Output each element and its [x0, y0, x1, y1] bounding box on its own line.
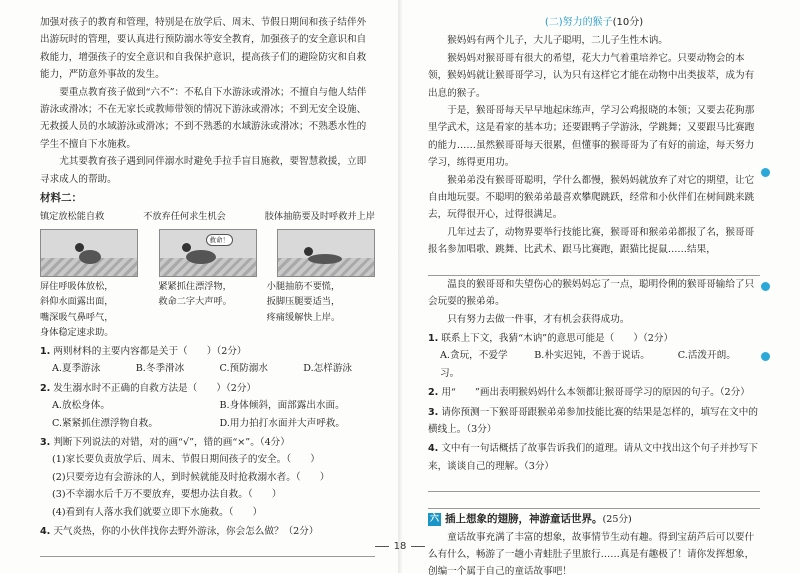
question-number: 4. — [428, 443, 439, 455]
option[interactable]: B.身体倾斜，面部露出水面。 — [219, 400, 345, 412]
margin-dot — [761, 168, 770, 177]
question-text: 两则材料的主要内容都是关于（ ）（2分） — [53, 345, 247, 357]
question-text: 联系上下文，我猜“木讷”的意思可能是（ ）（2分） — [441, 332, 674, 344]
illustration-captions — [40, 279, 375, 341]
question-1 — [428, 330, 760, 382]
caption-block — [148, 279, 266, 341]
caption-line: 身体稳定速求助。 — [40, 327, 114, 339]
question-text: 请你预测一下猴哥哥跟猴弟弟参加技能比赛的结果是怎样的，填写在文中的横线上。（3分） — [428, 406, 758, 435]
section-score: (25分) — [602, 514, 632, 526]
question-number: 1. — [428, 332, 439, 344]
options — [40, 360, 375, 377]
margin-dot — [761, 352, 770, 361]
question-text: 天气炎热，你的小伙伴找你去野外游泳，你会怎么做？（2分） — [53, 525, 319, 537]
page-number: 18 — [0, 541, 800, 552]
left-page — [40, 14, 375, 557]
option[interactable]: B.冬季滑冰 — [135, 363, 185, 375]
question-number: 2. — [428, 387, 439, 399]
caption-line: 嘴深吸气鼻呼气， — [40, 311, 114, 323]
margin-dot — [761, 282, 770, 291]
judgement-item[interactable]: (2)只要旁边有会游泳的人，到时候就能及时抢救溺水者。（ ） — [52, 471, 330, 483]
right-page — [428, 14, 760, 581]
question-text: 文中有一句话概括了故事告诉我们的道理。请从文中找出这个句子并抄写下来，谈谈自己的理解。（3分） — [428, 443, 758, 472]
passage-paragraph: 猴弟弟没有猴哥哥聪明，学什么都慢，猴妈妈就放弃了对它的期望，让它自由地玩耍。不聪明的猴弟弟最喜欢攀爬跳跃，经常和小伙伴们在树间跳来跳去，玩得很开心，过得很满足。 — [428, 174, 755, 221]
question-text: 发生溺水时不正确的自救方法是（ ）（2分） — [53, 382, 257, 394]
option[interactable]: D.怎样游泳 — [303, 363, 353, 375]
option[interactable]: B.朴实迟钝，不善于说话。 — [534, 350, 650, 362]
illustration-label: 镇定放松能自救 — [40, 211, 105, 223]
question-number: 3. — [428, 406, 439, 418]
section-instruction: 童话故事充满了丰富的想象，故事情节生动有趣。得到宝葫芦后可以要什么有什么，畅游了一趟小青蛙肚子里旅行……真是有趣极了！请你发挥想象，创编一个属于自己的童话故事吧！ — [428, 531, 755, 578]
material-two-heading: 材料二： — [40, 192, 82, 205]
paragraph: 要重点教育孩子做到“六不”：不私自下水游泳或滑冰；不擅自与他人结伴游泳或滑冰；不在无家长或教师带领的情况下游泳或滑冰；不到无安全设施、无救援人员的水域游泳或滑冰；不到不熟悉的水域游泳或滑冰；不熟悉水性的学生不擅自下水施救。 — [40, 86, 367, 150]
section-badge: 六 — [429, 514, 439, 525]
grab-float-illustration — [159, 229, 257, 277]
passage-paragraph: 几年过去了，动物界要举行技能比赛，猴哥哥和猴弟弟都报了名，猴哥哥报名参加唱歌、跳舞、比武术、跟马比赛跑，跟猫比捉鼠……结果， — [428, 226, 755, 256]
option[interactable]: C.活泼开朗。 — [677, 350, 736, 362]
caption-line: 疼痛缓解快上岸。 — [266, 311, 341, 323]
paragraph: 加强对孩子的教育和管理，特别是在放学后、周末、节假日期间和孩子结伴外出游玩时的管理，要认真进行预防溺水等安全教育，加强孩子的安全意识和自救能力，增强孩子的安全意识和自我保护意识，提高孩子们的避险防灾和自救能力，严防意外事故的发生。 — [40, 17, 367, 81]
illustrations — [40, 229, 375, 277]
caption-line: 屏住呼吸体放松， — [40, 280, 114, 292]
caption-block — [40, 279, 148, 341]
option[interactable]: A.夏季游泳 — [52, 363, 101, 375]
question-text: 判断下列说法的对错，对的画“√”，错的画“×”。（4分） — [53, 436, 290, 448]
option[interactable]: A.贪玩，不爱学习。 — [440, 350, 508, 379]
option[interactable]: A.放松身体。 — [52, 400, 110, 412]
section-six-heading — [428, 511, 760, 528]
page-gutter — [398, 0, 402, 573]
passage-title — [428, 14, 760, 31]
passage-paragraph: 只有努力去做一件事，才有机会获得成功。 — [447, 313, 630, 325]
answer-line[interactable] — [428, 475, 760, 492]
judgement-item[interactable]: (3)不幸溺水后千万不要放弃，要想办法自救。（ ） — [52, 489, 282, 501]
question-number: 2. — [40, 382, 51, 394]
paragraph: 尤其要教育孩子遇到同伴溺水时避免手拉手盲目施救，要智慧救援，立即寻求成人的帮助。 — [40, 156, 367, 185]
question-1 — [40, 343, 375, 378]
question-number: 1. — [40, 345, 51, 357]
judgement-item[interactable]: (1)家长要负责放学后、周末、节假日期间孩子的安全。（ ） — [52, 454, 320, 466]
passage-paragraph: 猴妈妈对猴哥哥有很大的希望，花大力气着重培养它。只要动物会的本领，猴妈妈就让猴哥哥学习，认为只有这样它才能在动物中出类拔萃，成为有出息的猴子。 — [428, 52, 755, 99]
passage-title-text: (二)努力的猴子 — [544, 17, 613, 28]
options — [40, 397, 375, 414]
cramp-illustration — [277, 229, 375, 277]
options — [40, 415, 375, 432]
caption-line: 小腿抽筋不要慌， — [266, 280, 341, 292]
question-number: 3. — [40, 436, 51, 448]
options — [428, 347, 760, 382]
passage-paragraph: 猴妈妈有两个儿子，大儿子聪明，二儿子生性木讷。 — [447, 35, 668, 47]
option[interactable]: C.预防溺水 — [219, 363, 268, 375]
section-title: 插上想象的翅膀，神游童话世界。 — [445, 513, 603, 526]
speech-bubble: 救命！ — [206, 234, 234, 246]
question-number: 4. — [40, 525, 51, 537]
question-3 — [428, 404, 760, 439]
judgement-item[interactable]: (4)看到有人落水我们就要立即下水施救。（ ） — [52, 506, 263, 518]
caption-block — [267, 279, 375, 341]
passage-paragraph: 温良的猴哥哥和失望伤心的猴妈妈忘了一点，聪明伶俐的猴哥哥输给了只会玩耍的猴弟弟。 — [428, 278, 755, 308]
illustration-label: 肢体抽筋要及时呼救并上岸 — [264, 211, 375, 223]
float-illustration — [40, 229, 138, 277]
illustration-label: 不放弃任何求生机会 — [143, 211, 226, 223]
caption-line: 扳脚压腿要适当， — [266, 296, 341, 308]
illustration-labels — [40, 208, 375, 225]
caption-line: 斜仰水面露出面， — [40, 296, 114, 308]
answer-line[interactable] — [428, 492, 760, 509]
question-3 — [40, 434, 375, 521]
question-text: 用“ ”画出表明猴妈妈什么本领都让猴哥哥学习的原因的句子。（2分） — [441, 387, 750, 399]
passage-score: (10分) — [612, 17, 644, 28]
question-2 — [428, 384, 760, 401]
fill-in-line[interactable] — [428, 259, 760, 276]
caption-line: 紧紧抓住漂浮物， — [158, 280, 232, 292]
passage-paragraph: 于是，猴哥哥每天早早地起床练声，学习公鸡报晓的本领；又要去花狗那里学武术，这是看家的基本功；还要跟鸭子学游泳，学跳舞；又要跟马比赛跑的能力……虽然猴哥哥每天很累，但懂事的猴哥哥为了有好的前途，每天努力学习，练得更用功。 — [428, 105, 755, 169]
question-2 — [40, 380, 375, 432]
option[interactable]: C.紧紧抓住漂浮物自救。 — [52, 417, 158, 429]
caption-line: 救命二字大声呼。 — [158, 296, 232, 308]
option[interactable]: D.用力拍打水面并大声呼救。 — [219, 417, 346, 429]
question-4 — [428, 440, 760, 509]
